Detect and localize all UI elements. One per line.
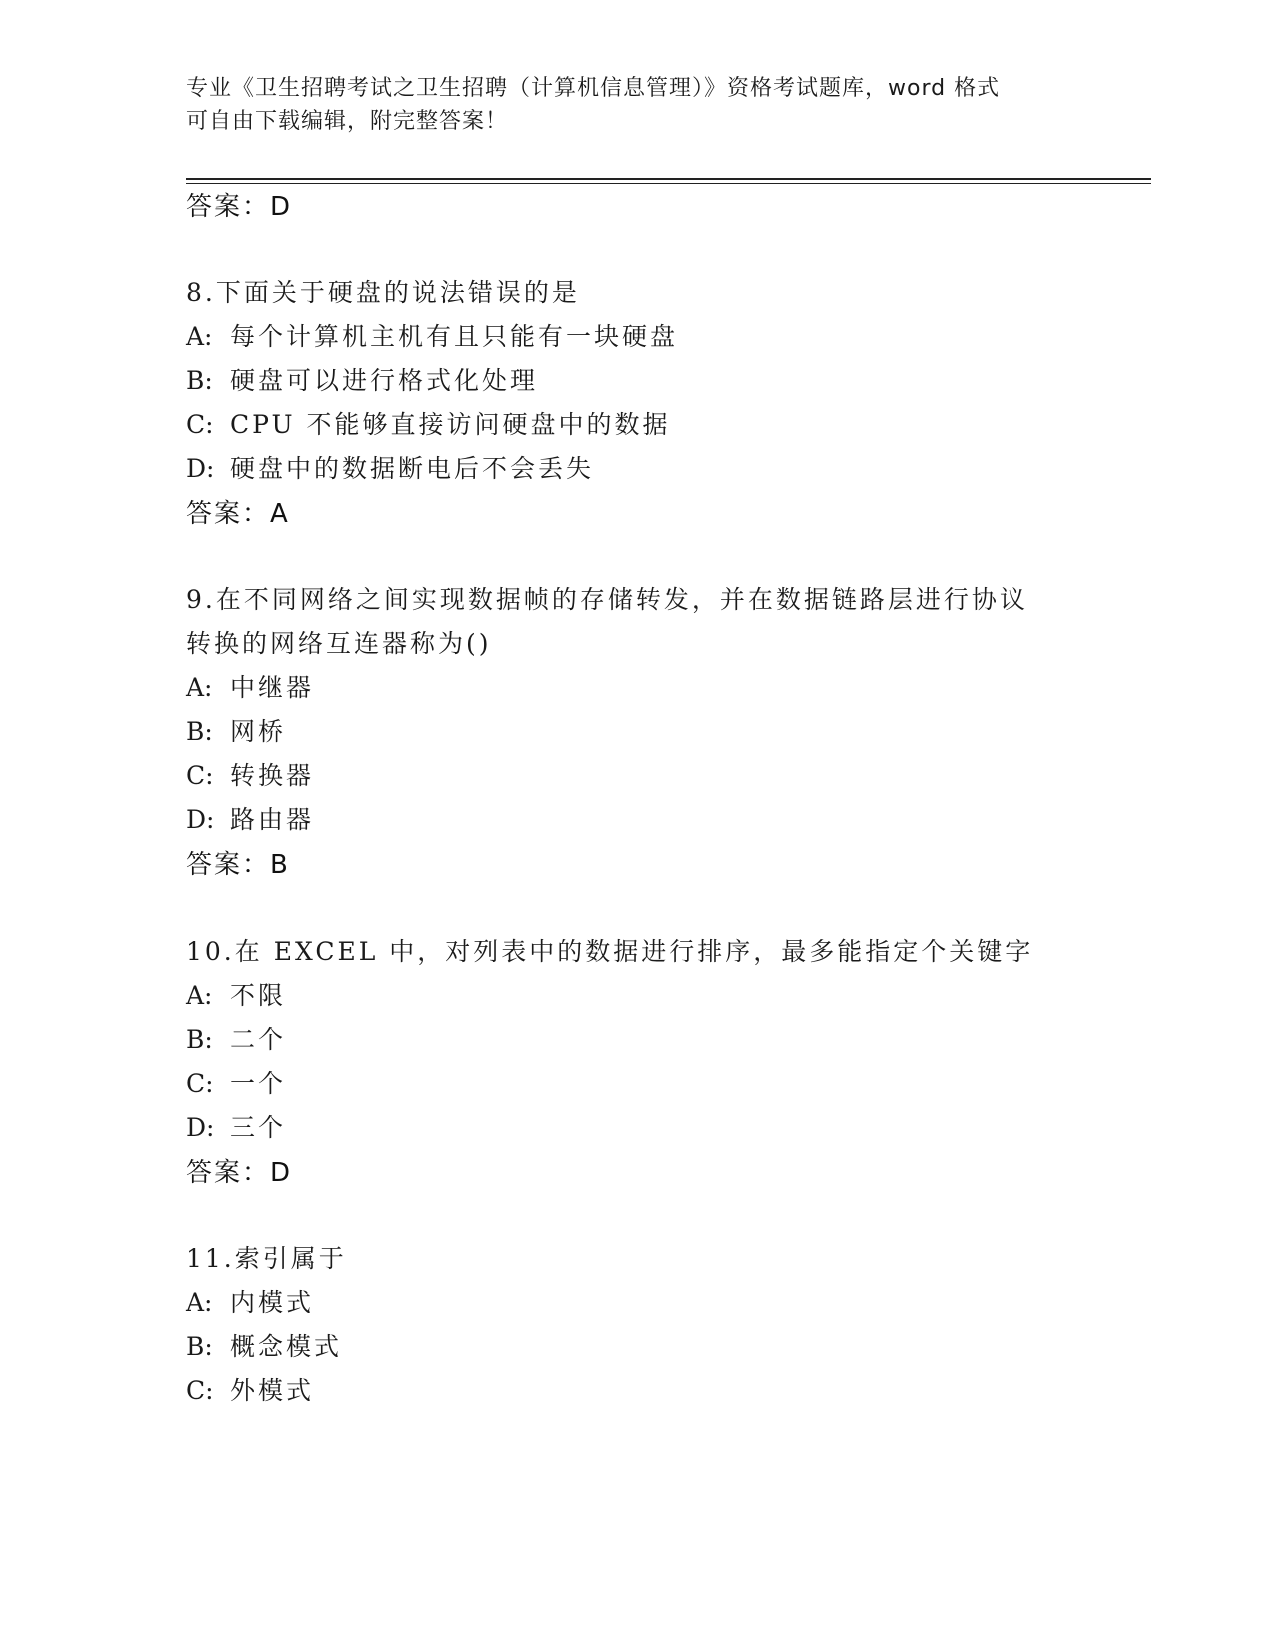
- question-9-stem-line-1: 9.在不同网络之间实现数据帧的存储转发，并在数据链路层进行协议: [186, 585, 1028, 614]
- question-9-option-d: [186, 800, 314, 836]
- header-divider-thick: [186, 178, 1151, 180]
- question-9-stem-line-2: 转换的网络互连器称为(): [186, 629, 492, 658]
- option-text: 内模式: [230, 1288, 315, 1317]
- option-text: 硬盘中的数据断电后不会丢失: [230, 454, 595, 483]
- question-10-option-d: [186, 1108, 286, 1144]
- header-line-1: 专业《卫生招聘考试之卫生招聘（计算机信息管理）》资格考试题库，word 格式: [186, 76, 1001, 101]
- question-10-option-a: [186, 976, 286, 1012]
- question-8-stem: 8.下面关于硬盘的说法错误的是: [186, 278, 580, 307]
- question-9-option-a: [186, 668, 314, 704]
- option-letter: A:: [186, 322, 213, 351]
- option-text: 不限: [230, 981, 287, 1010]
- question-10-stem: 10.在 EXCEL 中，对列表中的数据进行排序，最多能指定个关键字: [186, 937, 1034, 966]
- question-11-option-b: [186, 1327, 342, 1363]
- option-text: 硬盘可以进行格式化处理: [230, 366, 539, 395]
- question-9-option-b: [186, 712, 286, 748]
- question-9-answer: 答案：B: [186, 850, 290, 880]
- question-9-option-c: [186, 756, 314, 792]
- option-letter: A:: [186, 981, 213, 1010]
- option-letter: B:: [186, 366, 213, 395]
- question-10-answer: 答案：D: [186, 1158, 293, 1188]
- question-8-option-d: [186, 449, 594, 485]
- option-text: CPU 不能够直接访问硬盘中的数据: [230, 410, 671, 439]
- header-divider-thin: [186, 183, 1151, 184]
- option-letter: B:: [186, 717, 213, 746]
- option-letter: C:: [186, 1376, 214, 1405]
- option-letter: C:: [186, 1069, 214, 1098]
- option-text: 网桥: [230, 717, 287, 746]
- question-8-option-c: [186, 405, 671, 441]
- question-8-option-a: [186, 317, 678, 353]
- question-8-answer: 答案：A: [186, 499, 290, 529]
- option-text: 中继器: [230, 673, 315, 702]
- question-10-option-c: [186, 1064, 286, 1100]
- option-letter: C:: [186, 761, 214, 790]
- question-10-option-b: [186, 1020, 286, 1056]
- option-text: 概念模式: [230, 1332, 343, 1361]
- question-11-stem: 11.索引属于: [186, 1244, 347, 1273]
- option-letter: A:: [186, 1288, 213, 1317]
- question-11-option-a: [186, 1283, 314, 1319]
- question-8-option-b: [186, 361, 538, 397]
- option-text: 外模式: [230, 1376, 315, 1405]
- option-letter: C:: [186, 410, 214, 439]
- option-letter: B:: [186, 1332, 213, 1361]
- option-letter: B:: [186, 1025, 213, 1054]
- option-text: 转换器: [230, 761, 315, 790]
- option-text: 一个: [230, 1069, 287, 1098]
- question-11-option-c: [186, 1371, 314, 1407]
- option-text: 二个: [230, 1025, 287, 1054]
- option-text: 每个计算机主机有且只能有一块硬盘: [230, 322, 679, 351]
- option-text: 路由器: [230, 805, 315, 834]
- option-letter: A:: [186, 673, 213, 702]
- option-text: 三个: [230, 1113, 287, 1142]
- header-line-2: 可自由下载编辑，附完整答案！: [186, 109, 509, 134]
- option-letter: D:: [186, 805, 215, 834]
- previous-answer: 答案：D: [186, 192, 293, 222]
- option-letter: D:: [186, 1113, 215, 1142]
- option-letter: D:: [186, 454, 215, 483]
- document-header: [186, 72, 1076, 138]
